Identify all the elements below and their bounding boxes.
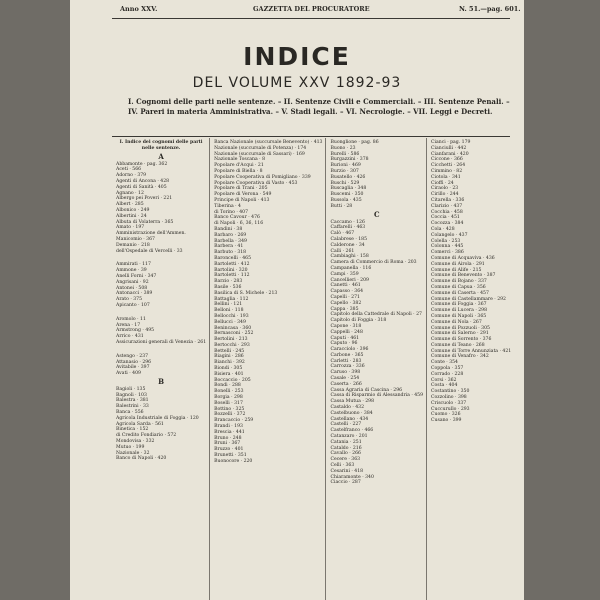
- index-entry: Cesarini · 418: [330, 468, 364, 474]
- index-entry: Boccaccio · 205: [214, 377, 251, 383]
- index-entry: Albuta di Volaterra · 365: [116, 219, 174, 225]
- index-entry: Ciotola · 341: [431, 174, 461, 180]
- index-entry: Anelli Forni · 347: [116, 273, 157, 279]
- index-entry: Barbaro · 269: [214, 232, 247, 238]
- index-entry: Baroncelli · 465: [214, 255, 252, 261]
- contents-line-2: IV. Pareri in materia Amministrativa. – V. Stadi legali. – VI. Necrologie. – VII. Leggi e Decreti.: [128, 107, 493, 116]
- index-entry: Biagini · 286: [214, 354, 244, 360]
- index-entry: Conte · 354: [431, 360, 458, 366]
- index-entry: Amministrazione dell'Ammen.: [116, 231, 186, 237]
- index-entry: Comune di Lucera · 298: [431, 308, 488, 314]
- index-entry: Clarizio · 437: [431, 203, 463, 209]
- journal-name: GAZZETTA DEL PROCURATORE: [253, 5, 370, 13]
- index-entry: Biondi · 305: [214, 366, 243, 372]
- index-entry: Bartoletti · 412: [214, 261, 250, 267]
- index-entry: Castelbuono · 384: [330, 410, 373, 416]
- index-entry: Chiaramonte · 340: [330, 474, 374, 480]
- index-entry: Capello · 382: [330, 300, 362, 306]
- index-entry: Capitolo di Foggia · 318: [330, 318, 387, 324]
- index-entry: Buscaglia · 348: [330, 186, 367, 192]
- index-entry: Cioffi · 24: [431, 180, 454, 186]
- index-entry: Buscemi · 350: [330, 192, 364, 198]
- index-entry: Cuccurullo · 293: [431, 406, 470, 412]
- index-entry: Catania · 251: [330, 439, 362, 445]
- index-entry: Bandini · 38: [214, 226, 243, 232]
- index-entry: Castaldo · 432: [330, 405, 365, 411]
- index-entry: Barzio · 283: [214, 279, 243, 285]
- index-entry: Citarella · 336: [431, 197, 465, 203]
- index-entry: Brandi · 193: [214, 424, 243, 430]
- index-entry: Binetica · 152: [116, 427, 149, 433]
- index-entry: Abbamonte · pag. 362: [116, 161, 168, 167]
- index-entry: Cambiaghi · 158: [330, 254, 369, 260]
- index-entry: Coccia · 451: [431, 215, 460, 221]
- index-entry: Comune di Venafro · 342: [431, 354, 489, 360]
- index-entry: Popolare Cooperativa di Pomigliano · 339: [214, 174, 311, 180]
- index-entry: Comune di Capua · 356: [431, 284, 486, 290]
- index-entry: Bruni · 367: [214, 441, 241, 447]
- index-entry: Cassa Mutua · 298: [330, 399, 375, 405]
- index-entry: Burzio · 307: [330, 168, 359, 174]
- index-entry: Bussola · 435: [330, 197, 362, 203]
- index-entry: Bernasconi · 252: [214, 331, 254, 337]
- index-entry: Ammone · 39: [116, 268, 147, 274]
- index-entry: Bruzzo · 401: [214, 447, 244, 453]
- index-entry: Balestrini · 33: [116, 404, 149, 410]
- index-entry: Caputi · 461: [330, 335, 360, 341]
- index-entry: Belloni · 118: [214, 308, 244, 314]
- index-entry: Busatello · 426: [330, 174, 366, 180]
- index-entry: di Napoli · 6, 36, 116: [214, 221, 264, 227]
- index-entry: Coppola · 357: [431, 366, 464, 372]
- index-entry: Bartolini · 320: [214, 267, 248, 273]
- index-entry: Basilica di S. Michele · 213: [214, 290, 278, 296]
- index-entry: Albonico · 249: [116, 207, 150, 213]
- index-entry: Comerci · 386: [431, 250, 464, 256]
- index-entry: Cianciulli · 442: [431, 145, 467, 151]
- index-entry: Popolare di Biella · 8: [214, 168, 263, 174]
- letter-heading: B: [158, 376, 165, 386]
- index-entry: Bozzelli · 372: [214, 412, 246, 418]
- index-entry: Cassa Agraria di Cascina · 296: [330, 387, 403, 393]
- index-entry: Avati · 409: [116, 371, 141, 377]
- index-entry: Corsi · 362: [431, 377, 457, 383]
- index-entry: Amato · 197: [116, 225, 145, 231]
- index-entry: Criscuolo · 337: [431, 400, 467, 406]
- index-entry: Colonna · 445: [431, 244, 464, 250]
- index-entry: Bisiera · 401: [214, 371, 244, 377]
- index-entry: Castelfranco · 466: [330, 428, 374, 434]
- index-entry: Angrisani · 92: [116, 279, 149, 285]
- index-entry: Bettelli · 245: [214, 348, 245, 354]
- index-entry: Cimmino · 82: [431, 168, 463, 174]
- index-entry: Comune di Nola · 267: [431, 319, 482, 325]
- index-entry: Ciccone · 366: [431, 157, 463, 163]
- page-title: INDICE: [243, 42, 351, 71]
- index-entry: Cocchia · 458: [431, 209, 463, 215]
- index-entry: Comune di Acquaviva · 436: [431, 255, 495, 261]
- index-entry: Avitabile · 397: [116, 365, 150, 371]
- index-entry: Calderone · 34: [330, 242, 365, 248]
- index-entry: Carbone · 365: [330, 352, 364, 358]
- index-entry: Calli · 261: [330, 248, 355, 254]
- index-entry: Arrico · 431: [116, 334, 144, 340]
- index-entry: Cassa di Risparmio di Alessandria · 459: [330, 393, 424, 399]
- index-entry: Cianfarani · 420: [431, 151, 469, 157]
- index-entry: Capone · 318: [330, 323, 362, 329]
- index-entry: Nazionale Toscana · 8: [214, 157, 266, 163]
- index-columns: [112, 138, 512, 600]
- index-entry: Campanella · 116: [330, 265, 372, 271]
- issue-page: N. 51.—pag. 601.: [459, 5, 521, 13]
- index-column-4: [426, 138, 514, 600]
- index-entry: Banco Cavour · 476: [214, 215, 260, 221]
- index-page: [70, 0, 524, 600]
- index-entry: Comune di Foggia · 367: [431, 302, 487, 308]
- index-entry: Bottino · 325: [214, 406, 245, 412]
- index-entry: Cataldo · 216: [330, 445, 362, 451]
- index-entry: Albergo pei Poveri · 221: [116, 196, 173, 202]
- index-entry: Carletti · 283: [330, 358, 362, 364]
- index-entry: Principe di Napoli · 413: [214, 197, 270, 203]
- index-entry: Armstrong · 495: [116, 328, 155, 334]
- group-spacer: [116, 346, 206, 354]
- index-entry: Cola · 428: [431, 226, 455, 232]
- index-entry: Casale · 254: [330, 376, 360, 382]
- index-entry: Arato · 375: [116, 297, 143, 303]
- index-entry: Cappa · 385: [330, 306, 359, 312]
- index-entry: Bruno · 248: [214, 435, 242, 441]
- index-entry: Comune di Airola · 291: [431, 261, 485, 267]
- index-entry: Bagnoli · 103: [116, 392, 147, 398]
- index-entry: Bellocchi · 193: [214, 313, 249, 319]
- index-entry: Cocozza · 384: [431, 221, 464, 227]
- index-entry: Burelli · 586: [330, 151, 360, 157]
- section-rule: [112, 136, 510, 137]
- index-entry: Castelli · 227: [330, 422, 362, 428]
- index-entry: Cancellieri · 209: [330, 277, 369, 283]
- index-entry: Calò · 467: [330, 231, 355, 237]
- index-entry: Ammirati · 117: [116, 262, 151, 268]
- index-entry: Buono · 23: [330, 145, 356, 151]
- index-entry: Bellucci · 349: [214, 319, 246, 325]
- index-entry: Bartoletti · 112: [214, 273, 250, 279]
- index-entry: Comune di Salerno · 291: [431, 331, 489, 337]
- index-entry: Burioni · 469: [330, 163, 361, 169]
- index-entry: Bondi · 288: [214, 383, 241, 389]
- index-entry: Colella · 253: [431, 238, 461, 244]
- index-entry: Caccamo · 126: [330, 219, 365, 225]
- index-entry: Butti · 28: [330, 203, 353, 209]
- index-entry: Aceti · 566: [116, 167, 142, 173]
- index-entry: Corrado · 228: [431, 371, 464, 377]
- index-entry: Manicomio · 367: [116, 236, 155, 242]
- index-entry: Aromolo · 11: [116, 316, 146, 322]
- index-entry: Mutuo · 199: [116, 444, 145, 450]
- index-entry: Popolare Cooperativa di Vasto · 453: [214, 180, 298, 186]
- index-entry: Attanasio · 296: [116, 359, 152, 365]
- index-entry: Banco di Napoli · 420: [116, 456, 167, 462]
- index-entry: di Credito Fondiario · 572: [116, 433, 177, 439]
- volume-year: Anno XXV.: [120, 5, 158, 13]
- index-entry: Brescia · 441: [214, 429, 245, 435]
- page-subtitle: DEL VOLUME XXV 1892-93: [192, 75, 402, 91]
- index-entry: Nazionale · 32: [116, 450, 150, 456]
- index-column-1: [112, 138, 209, 600]
- index-entry: Balestra · 381: [116, 398, 149, 404]
- index-entry: Cirillo · 244: [431, 192, 459, 198]
- index-entry: Costantino · 350: [431, 389, 470, 395]
- index-entry: Cicchetti · 264: [431, 163, 466, 169]
- index-entry: Bianchi · 392: [214, 360, 245, 366]
- index-entry: Ciaccio · 287: [330, 480, 361, 486]
- index-entry: Barbera · 41: [214, 244, 244, 250]
- index-entry: Banca Nazionale (succursale Benevento) · 413: [214, 140, 323, 145]
- index-entry: Antonacci · 389: [116, 291, 153, 297]
- index-entry: Comune di Teano · 268: [431, 342, 485, 348]
- index-entry: Comune di Castellammare · 292: [431, 296, 506, 302]
- index-entry: Caputo · 96: [330, 341, 358, 347]
- index-entry: Comune di Torre Annunziata · 421: [431, 348, 512, 354]
- index-entry: Agnano · 12: [116, 190, 144, 196]
- index-entry: di Torino · 407: [214, 209, 249, 215]
- index-entry: Bonelli · 253: [214, 389, 244, 395]
- index-entry: Demanio · 218: [116, 242, 150, 248]
- index-entry: Canetti · 461: [330, 283, 361, 289]
- header-rule: [112, 18, 510, 19]
- index-entry: Campi · 359: [330, 271, 359, 277]
- index-entry: Agenti di Sanità · 405: [116, 184, 167, 190]
- index-entry: Agricola Sarda · 561: [116, 421, 164, 427]
- index-entry: Caserta · 266: [330, 381, 362, 387]
- index-column-3: [325, 138, 426, 600]
- index-entry: Popolare di Verona · 549: [214, 192, 272, 198]
- index-entry: Nazionale (succursale di Sassari) · 169: [214, 151, 305, 157]
- index-entry: Battaglia · 112: [214, 296, 249, 302]
- index-entry: Arena · 17: [116, 322, 141, 328]
- index-entry: Colangelo · 437: [431, 232, 468, 238]
- index-entry: Bertolini · 213: [214, 337, 248, 343]
- index-entry: Tiberina · 4: [214, 203, 241, 209]
- index-entry: Comune di Bojano · 337: [431, 279, 487, 285]
- index-entry: Capitolo della Cattedrale di Napoli · 27: [330, 312, 422, 318]
- index-entry: Assicurazioni generali di Venezia · 261: [116, 339, 207, 345]
- index-entry: Carrozza · 336: [330, 364, 365, 370]
- index-entry: dell'Ospedale di Vercelli · 33: [116, 248, 183, 254]
- letter-heading: C: [373, 209, 380, 219]
- index-entry: Banca · 556: [116, 410, 144, 416]
- index-entry: Apicanto · 107: [116, 302, 150, 308]
- index-entry: Ciraolo · 23: [431, 186, 459, 192]
- index-entry: Antonei · 508: [116, 285, 148, 291]
- index-entry: Caruso · 398: [330, 370, 361, 376]
- index-entry: Burgazzini · 378: [330, 157, 369, 163]
- index-entry: Caracciolo · 396: [330, 347, 369, 353]
- index-entry: Bellini · 121: [214, 302, 243, 308]
- index-entry: Comune di Alife · 215: [431, 267, 482, 273]
- index-entry: Basile · 536: [214, 284, 242, 290]
- contents-summary: [128, 97, 518, 117]
- index-column-2: [209, 138, 325, 600]
- index-entry: Caffarelli · 463: [330, 225, 366, 231]
- index-entry: Calabrese · 185: [330, 236, 368, 242]
- index-entry: Celli · 363: [330, 463, 355, 469]
- index-entry: Costa · 404: [431, 383, 458, 389]
- index-entry: Cappelli · 248: [330, 329, 363, 335]
- running-header: [70, 5, 524, 19]
- index-entry: Popolare d'Acqui · 21: [214, 163, 264, 169]
- letter-heading: A: [158, 151, 164, 161]
- index-entry: Albert · 285: [116, 202, 144, 208]
- index-entry: Bertocchi · 293: [214, 342, 250, 348]
- index-entry: Barbella · 349: [214, 238, 247, 244]
- index-entry: Buonocore · 220: [214, 458, 253, 464]
- group-spacer: [116, 309, 206, 317]
- index-entry: Agenti di Ancona · 428: [116, 178, 170, 184]
- index-entry: Capelli · 271: [330, 294, 360, 300]
- index-entry: Buonglione · pag. 86: [330, 140, 379, 145]
- index-entry: Nazionale (succursale di Potenza) · 174: [214, 145, 307, 151]
- index-entry: Albertini · 24: [116, 213, 147, 219]
- index-entry: Agricola Industriale di Foggia · 120: [116, 415, 199, 421]
- index-entry: Astengo · 237: [116, 353, 149, 359]
- index-entry: Barbuto · 318: [214, 250, 247, 256]
- index-entry: Brancaccio · 259: [214, 418, 254, 424]
- index-entry: Cuomo · 326: [431, 412, 461, 418]
- index-entry: Catanzaro · 201: [330, 434, 368, 440]
- index-entry: Benincasa · 360: [214, 325, 252, 331]
- index-entry: Comune di Benevento · 387: [431, 273, 496, 279]
- index-entry: Adorno · 379: [116, 173, 147, 179]
- index-entry: Comune di Pozzuoli · 305: [431, 325, 490, 331]
- index-entry: Cianci · pag. 179: [431, 140, 471, 145]
- index-entry: Brunetti · 351: [214, 453, 247, 459]
- contents-line-1: I. Cognomi delle parti nelle sentenze. – II. Sentenze Civili e Commerciali. – III. Sentenze Penali. –: [128, 97, 510, 106]
- index-entry: Buschi · 529: [330, 180, 360, 186]
- index-entry: Capasso · 364: [330, 289, 364, 295]
- index-entry: Comune di Napoli · 365: [431, 313, 487, 319]
- index-heading: I. Indice dei cognomi delle parti nelle sentenze.: [119, 140, 203, 151]
- index-entry: Mondovisa · 332: [116, 439, 155, 445]
- index-entry: Cavallo · 266: [330, 451, 361, 457]
- index-entry: Cozzolino · 398: [431, 395, 467, 401]
- index-entry: Cusano · 399: [431, 418, 462, 424]
- index-entry: Borgia · 298: [214, 395, 243, 401]
- index-entry: Popolare di Trani · 205: [214, 186, 268, 192]
- index-entry: Camera di Commercio di Roma · 203: [330, 260, 417, 266]
- index-entry: Castellano · 434: [330, 416, 369, 422]
- index-entry: Comune di Caserta · 457: [431, 290, 489, 296]
- index-entry: Boselli · 317: [214, 400, 243, 406]
- index-entry: Bagioli · 135: [116, 386, 146, 392]
- index-entry: Cecere · 363: [330, 457, 361, 463]
- index-entry: Comune di Sorrento · 376: [431, 337, 492, 343]
